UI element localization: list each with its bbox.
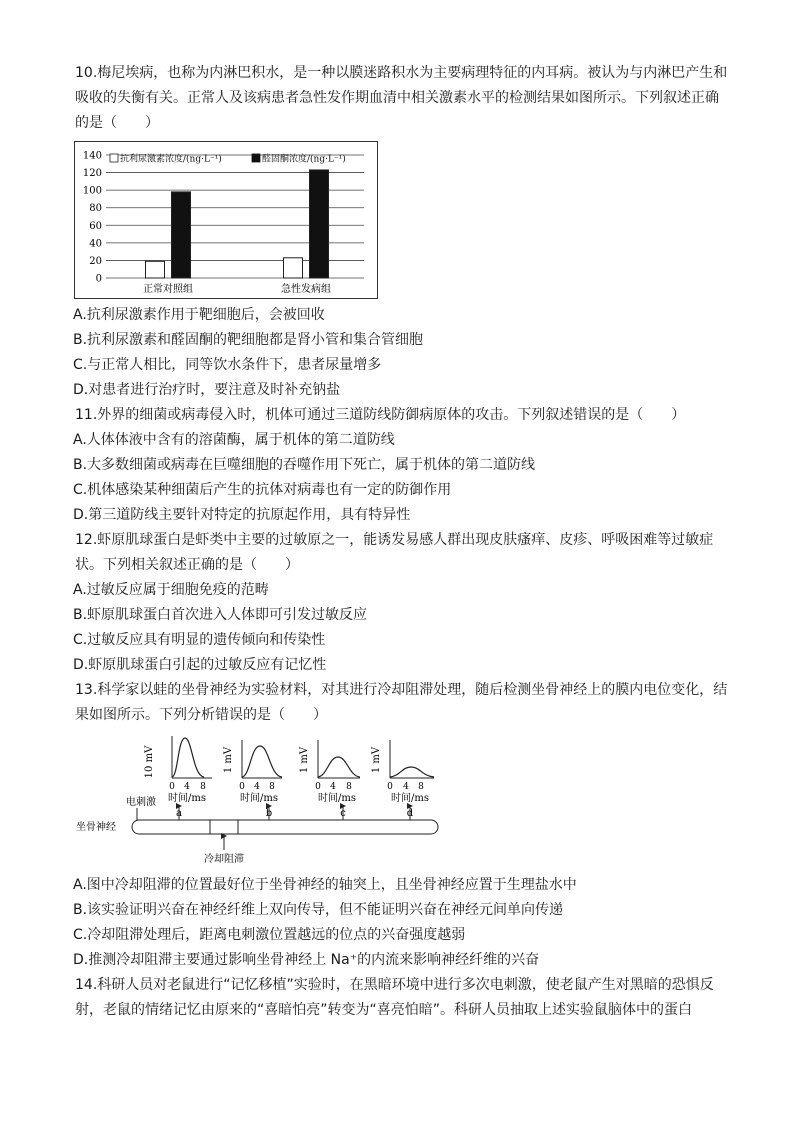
recording-point-c xyxy=(340,806,346,820)
plot-c-ylabel: 1 mV xyxy=(299,746,310,774)
plot-c-tick-0: 0 xyxy=(315,782,321,792)
potential-plot-b xyxy=(223,740,282,804)
q10-stem-line-1: 10.梅尼埃病，也称为内淋巴积水，是一种以膜迷路积水为主要病理特征的内耳病。被认为与内淋巴产生和 xyxy=(75,65,728,81)
q13-option-c: C.冷却阻滞处理后，距离电刺激位置越远的位点的兴奋强度越弱 xyxy=(73,927,466,943)
point-a-label: a xyxy=(176,808,182,819)
q11-stem: 11.外界的细菌或病毒侵入时，机体可通过三道防线防御病原体的攻击。下列叙述错误的是（ ） xyxy=(75,407,686,423)
q12-option-c: C.过敏反应具有明显的遗传倾向和传染性 xyxy=(73,632,326,648)
bar-adh-0 xyxy=(146,261,165,278)
q13-option-d: D.推测冷却阻滞主要通过影响坐骨神经上 Na⁺的内流来影响神经纤维的兴奋 xyxy=(73,952,540,968)
nerve-label: 坐骨神经 xyxy=(76,822,116,833)
potential-plot-c xyxy=(299,740,360,804)
category-label-0: 正常对照组 xyxy=(143,284,193,295)
q13-option-a: A.图中冷却阻滞的位置最好位于坐骨神经的轴突上，且坐骨神经应置于生理盐水中 xyxy=(73,877,577,893)
y-tick-label-40: 40 xyxy=(89,238,102,250)
plot-c-tick-8: 8 xyxy=(346,782,352,792)
q10-option-a: A.抗利尿激素作用于靶细胞后，会被回收 xyxy=(73,307,325,323)
y-tick-label-0: 0 xyxy=(95,273,102,285)
legend-swatch-aldosterone xyxy=(252,154,260,162)
y-tick-label-100: 100 xyxy=(82,185,102,197)
plot-b-xlabel: 时间/ms xyxy=(240,793,278,804)
q13-stem-line-2: 果如图所示。下列分析错误的是（ ） xyxy=(75,707,327,723)
q13-stem-line-1: 13.科学家以蛙的坐骨神经为实验材料，对其进行冷却阻滞处理，随后检测坐骨神经上的膜内电位变化，结 xyxy=(75,682,728,698)
plot-d-tick-4: 4 xyxy=(403,782,409,792)
legend-label-aldosterone: 醛固酮浓度/(ng·L⁻¹) xyxy=(262,154,346,165)
chart-frame xyxy=(75,142,378,299)
plot-c-tick-4: 4 xyxy=(330,782,336,792)
q10-option-b: B.抗利尿激素和醛固酮的靶细胞都是肾小管和集合管细胞 xyxy=(73,332,424,348)
recording-point-a xyxy=(176,806,182,820)
q10-bar-chart xyxy=(74,141,378,299)
y-tick-label-60: 60 xyxy=(89,220,102,232)
y-tick-label-120: 120 xyxy=(82,168,102,180)
plot-b-curve xyxy=(242,746,282,777)
q10-option-d: D.对患者进行治疗时，要注意及时补充钠盐 xyxy=(73,382,341,398)
recording-point-b xyxy=(266,806,272,820)
q10-option-c: C.与正常人相比，同等饮水条件下，患者尿量增多 xyxy=(73,357,382,373)
q12-stem-line-2: 状。下列相关叙述正确的是（ ） xyxy=(75,557,299,573)
bar-aldosterone-0 xyxy=(172,192,191,278)
plot-d-tick-0: 0 xyxy=(387,782,393,792)
point-c-label: c xyxy=(340,808,346,819)
plot-c-xlabel: 时间/ms xyxy=(318,793,356,804)
q11-option-c: C.机体感染某种细菌后产生的抗体对病毒也有一定的防御作用 xyxy=(73,482,452,498)
block-label: 冷却阻滞 xyxy=(204,854,244,865)
y-tick-label-80: 80 xyxy=(89,203,102,215)
q10-stem-line-2: 吸收的失衡有关。正常人及该病患者急性发作期血清中相关激素水平的检测结果如图所示。下列叙述正确 xyxy=(75,90,719,106)
potential-plot-d xyxy=(371,740,434,804)
legend-label-adh: 抗利尿激素浓度/(ng·L⁻¹) xyxy=(120,154,222,165)
plot-a-ylabel: 10 mV xyxy=(144,745,155,779)
plot-c-curve xyxy=(318,757,360,777)
plot-d-tick-8: 8 xyxy=(418,782,424,792)
sciatic-nerve xyxy=(132,820,438,834)
q14-stem-line-2: 射，老鼠的情绪记忆由原来的“喜暗怕亮”转变为“喜亮怕暗”。科研人员抽取上述实验鼠脑体中的蛋白 xyxy=(75,1002,693,1018)
y-tick-label-140: 140 xyxy=(82,150,102,162)
q12-option-b: B.虾原肌球蛋白首次进入人体即可引发过敏反应 xyxy=(73,607,368,623)
plot-a-tick-4: 4 xyxy=(184,782,190,792)
plot-a-tick-8: 8 xyxy=(200,782,206,792)
plot-b-tick-8: 8 xyxy=(269,782,275,792)
y-tick-label-20: 20 xyxy=(89,255,102,267)
recording-point-d xyxy=(407,806,414,820)
bar-adh-1 xyxy=(284,258,303,278)
stimulus-label: 电刺激 xyxy=(126,797,156,808)
plot-b-ylabel: 1 mV xyxy=(223,746,234,774)
plot-d-curve xyxy=(390,767,434,777)
plot-d-xlabel: 时间/ms xyxy=(391,793,429,804)
q13-option-b: B.该实验证明兴奋在神经纤维上双向传导，但不能证明兴奋在神经元间单向传递 xyxy=(73,902,564,918)
point-b-label: b xyxy=(265,808,273,819)
q14-stem-line-1: 14.科研人员对老鼠进行“记忆移植”实验时，在黑暗环境中进行多次电刺激，使老鼠产生对黑暗的恐惧反 xyxy=(75,977,714,993)
category-label-1: 急性发病组 xyxy=(281,284,331,295)
q12-option-d: D.虾原肌球蛋白引起的过敏反应有记忆性 xyxy=(73,657,327,673)
q13-nerve-figure xyxy=(72,730,452,872)
point-d-label: d xyxy=(406,808,414,819)
q10-stem-line-3: 的是（ ） xyxy=(75,115,159,131)
plot-d-ylabel: 1 mV xyxy=(371,746,382,774)
q11-option-d: D.第三道防线主要针对特定的抗原起作用，具有特异性 xyxy=(73,507,411,523)
q12-option-a: A.过敏反应属于细胞免疫的范畴 xyxy=(73,582,269,598)
q11-option-b: B.大多数细菌或病毒在巨噬细胞的吞噬作用下死亡，属于机体的第二道防线 xyxy=(73,457,536,473)
potential-plot-a xyxy=(144,736,212,804)
plot-a-tick-0: 0 xyxy=(169,782,175,792)
q11-option-a: A.人体体液中含有的溶菌酶，属于机体的第二道防线 xyxy=(73,432,395,448)
plot-a-xlabel: 时间/ms xyxy=(168,793,206,804)
bar-aldosterone-1 xyxy=(310,170,329,278)
plot-b-tick-0: 0 xyxy=(239,782,245,792)
plot-b-tick-4: 4 xyxy=(254,782,260,792)
legend-swatch-adh xyxy=(110,154,118,162)
plot-a-curve xyxy=(172,738,204,777)
q12-stem-line-1: 12.虾原肌球蛋白是虾类中主要的过敏原之一，能诱发易感人群出现皮肤瘙痒、皮疹、呼吸困难等过敏症 xyxy=(75,532,714,548)
